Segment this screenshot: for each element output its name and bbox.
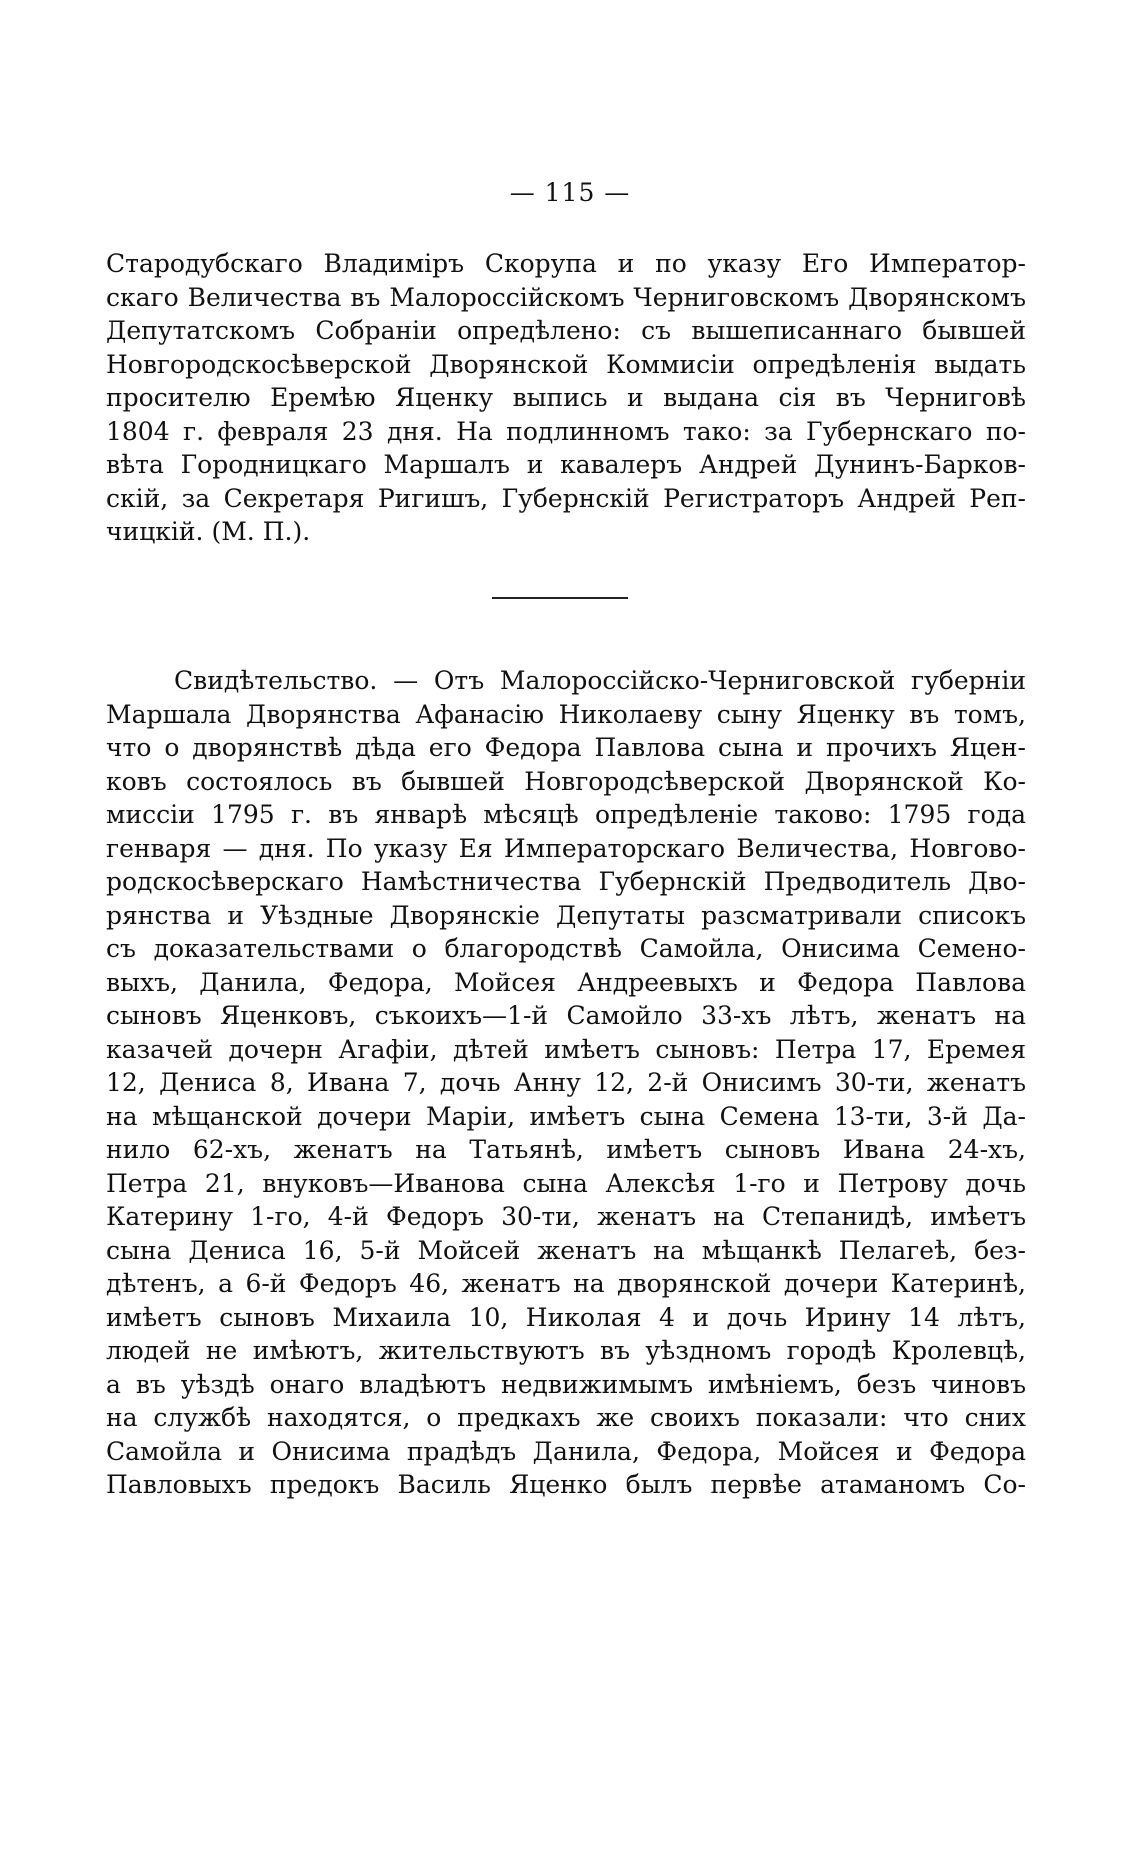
text-line: Павловыхъ предокъ Василь Яценко былъ первѣе атаманомъ Со- [106, 1470, 1026, 1499]
text-line: родскосѣверскаго Намѣстничества Губернскiй Предводитель Дво- [106, 867, 1026, 896]
text-line: Свидѣтельство. — Отъ Малороссiйско-Черниговской губернiи [174, 666, 1026, 695]
text-line: Новгородскосѣверской Дворянской Коммисiи опредѣленiя выдать [106, 349, 1026, 379]
text-line: съ доказательствами о благородствѣ Самойла, Онисима Семено- [106, 934, 1026, 963]
text-line: Самойла и Онисима прадѣдъ Данила, Федора, Мойсея и Федора [106, 1436, 1026, 1466]
text-line: 1804 г. февраля 23 дня. На подлинномъ тако: за Губернскаго по- [106, 416, 1026, 446]
section-divider [492, 597, 628, 599]
text-line: сына Дениса 16, 5-й Мойсей женатъ на мѣщанкѣ Пелагеѣ, без- [106, 1235, 1026, 1265]
text-line: а въ уѣздѣ онаго владѣютъ недвижимымъ имѣнiемъ, безъ чиновъ [106, 1369, 1026, 1399]
text-line: Депутатскомъ Собранiи опредѣлено: съ вышеписаннаго бывшей [106, 316, 1026, 345]
text-line: дѣтенъ, а 6-й Федоръ 46, женатъ на дворянской дочери Катеринѣ, [106, 1269, 1026, 1298]
text-line: что о дворянствѣ дѣда его Федора Павлова сына и прочихъ Яцен- [106, 733, 1026, 762]
text-line: просителю Еремѣю Яценку выпись и выдана сiя въ Черниговѣ [106, 383, 1026, 412]
text-line: на службѣ находятся, о предкахъ же своихъ показали: что сних [106, 1403, 1026, 1432]
paragraph-1 [106, 247, 1026, 549]
text-line: скiй, за Секретаря Ригишъ, Губернскiй Регистраторъ Андрей Реп- [106, 483, 1026, 513]
page-number: — 115 — [509, 178, 631, 207]
text-line: имѣетъ сыновъ Михаила 10, Николая 4 и дочь Ирину 14 лѣтъ, [106, 1302, 1026, 1332]
text-line: вѣта Городницкаго Маршалъ и кавалеръ Андрей Дунинъ-Барков- [106, 450, 1026, 479]
text-line: нило 62-хъ, женатъ на Татьянѣ, имѣетъ сыновъ Ивана 24-хъ, [106, 1135, 1026, 1164]
text-line: Маршала Дворянства Афанасiю Николаеву сыну Яценку въ томъ, [106, 699, 1026, 729]
text-line: генваря — дня. По указу Ея Императорскаго Величества, Новгово- [106, 833, 1026, 863]
text-line: людей не имѣютъ, жительствуютъ въ уѣздномъ городѣ Кролевцѣ, [106, 1336, 1026, 1365]
text-line: Петра 21, внуковъ—Иванова сына Алексѣя 1-го и Петрову дочь [106, 1168, 1026, 1198]
text-line: сыновъ Яценковъ, съкоихъ—1-й Самойло 33-хъ лѣтъ, женатъ на [106, 1001, 1026, 1030]
text-line: чицкiй. (М. П.). [106, 517, 311, 546]
text-line: Катерину 1-го, 4-й Федоръ 30-ти, женатъ на Степанидѣ, имѣетъ [106, 1202, 1026, 1231]
text-line: на мѣщанской дочери Марiи, имѣетъ сына Семена 13-ти, 3-й Да- [106, 1101, 1026, 1131]
text-line: казачей дочерн Агафiи, дѣтей имѣетъ сыновъ: Петра 17, Еремея [106, 1034, 1026, 1064]
text-line: ковъ состоялось въ бывшей Новгородсѣверской Дворянской Ко- [106, 766, 1026, 796]
text-line: Стародубскаго Владимiръ Скорупа и по указу Его Император- [106, 249, 1026, 278]
text-line: 12, Дениса 8, Ивана 7, дочь Анну 12, 2-й Онисимъ 30-ти, женатъ [106, 1068, 1026, 1097]
text-line: миссiи 1795 г. въ январѣ мѣсяцѣ опредѣленiе таково: 1795 года [106, 800, 1026, 829]
text-line: рянства и Уѣздные Дворянскiе Депутаты разсматривали списокъ [106, 900, 1026, 930]
text-line: выхъ, Данила, Федора, Мойсея Андреевыхъ и Федора Павлова [106, 967, 1026, 997]
text-line: скаго Величества въ Малороссiйскомъ Черниговскомъ Дворянскомъ [106, 282, 1026, 312]
paragraph-2 [106, 664, 1026, 1502]
